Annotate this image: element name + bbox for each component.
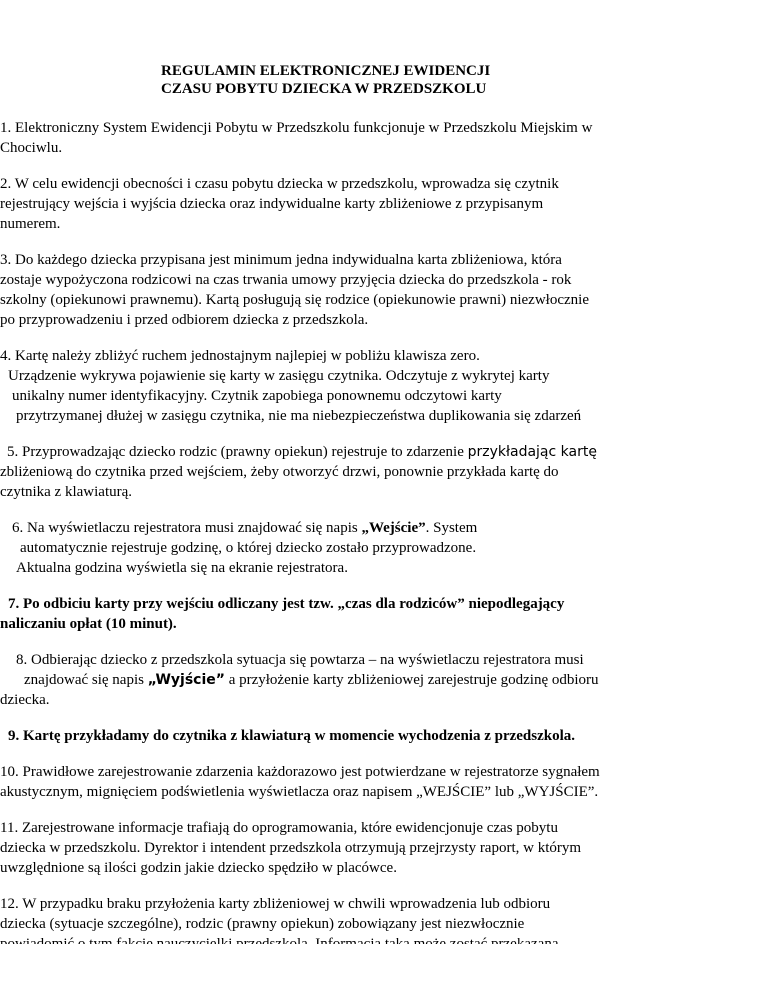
paragraph-12-line-2: dziecka (sytuacje szczególne), rodzic (prawny opiekun) zobowiązany jest niezwłocznie [0, 916, 525, 932]
paragraph-10-line-2: akustycznym, mignięciem podświetlenia wyświetlacza oraz napisem „WEJŚCIE” lub „WYJŚCIE”. [0, 784, 599, 800]
paragraph-3-line-2: zostaje wypożyczona rodzicowi na czas trwania umowy przyjęcia dziecka do przedszkola - rok [0, 272, 572, 288]
paragraph-9-line-1: 9. Kartę przykładamy do czytnika z klawiaturą w momencie wychodzenia z przedszkola. [8, 728, 576, 744]
paragraph-8-line-2: znajdować się napis „Wyjście” a przyłożenie karty zbliżeniowej zarejestruje godzinę odbioru [24, 672, 599, 688]
paragraph-11-line-1: 11. Zarejestrowane informacje trafiają do oprogramowania, które ewidencjonuje czas pobytu [0, 820, 558, 836]
paragraph-6-line-3: Aktualna godzina wyświetla się na ekranie rejestratora. [16, 560, 348, 576]
paragraph-3-line-4: po przyprowadzeniu i przed odbiorem dziecka z przedszkola. [0, 312, 369, 328]
paragraph-2-line-3: numerem. [0, 216, 61, 232]
wejscie-label: „Wejście” [361, 520, 426, 536]
page-cutoff [0, 944, 768, 994]
document-title-line-1: REGULAMIN ELEKTRONICZNEJ EWIDENCJI [161, 63, 491, 79]
paragraph-1-line-2: Chociwlu. [0, 140, 63, 156]
paragraph-2-line-1: 2. W celu ewidencji obecności i czasu pobytu dziecka w przedszkolu, wprowadza się czytnik [0, 176, 559, 192]
paragraph-7-line-1: 7. Po odbiciu karty przy wejściu odliczany jest tzw. „czas dla rodziców” niepodlegający [8, 596, 565, 612]
paragraph-4-line-2: Urządzenie wykrywa pojawienie się karty w zasięgu czytnika. Odczytuje z wykrytej karty [8, 368, 550, 384]
paragraph-12-line-1: 12. W przypadku braku przyłożenia karty zbliżeniowej w chwili wprowadzenia lub odbioru [0, 896, 551, 912]
paragraph-8-line-3: dziecka. [0, 692, 50, 708]
paragraph-11-line-2: dziecka w przedszkolu. Dyrektor i intendent przedszkola otrzymują przejrzysty raport, w którym [0, 840, 582, 856]
paragraph-5-sans-phrase: przykładając kartę [467, 444, 597, 460]
paragraph-5-line-3: czytnika z klawiaturą. [0, 484, 133, 500]
paragraph-4-line-3: unikalny numer identyfikacyjny. Czytnik zapobiega ponownemu odczytowi karty [12, 388, 502, 404]
paragraph-10-line-1: 10. Prawidłowe zarejestrowanie zdarzenia każdorazowo jest potwierdzane w rejestratorze sygnałem [0, 764, 600, 780]
paragraph-6-line-2: automatycznie rejestruje godzinę, o której dziecko zostało przyprowadzone. [20, 540, 477, 556]
paragraph-2-line-2: rejestrujący wejścia i wyjścia dziecka oraz indywidualne karty zbliżeniowe z przypisanym [0, 196, 544, 212]
paragraph-6-line-1: 6. Na wyświetlaczu rejestratora musi znajdować się napis „Wejście”. System [12, 520, 478, 536]
paragraph-5-line-2: zbliżeniową do czytnika przed wejściem, żeby otworzyć drzwi, ponownie przykłada kartę do [0, 464, 559, 480]
paragraph-4-line-4: przytrzymanej dłużej w zasięgu czytnika, nie ma niebezpieczeństwa duplikowania się zdarzeń [16, 408, 582, 424]
wyjscie-label: „Wyjście” [147, 672, 225, 688]
paragraph-7-line-2: naliczaniu opłat (10 minut). [0, 616, 177, 632]
paragraph-3-line-1: 3. Do każdego dziecka przypisana jest minimum jedna indywidualna karta zbliżeniowa, która [0, 252, 562, 268]
paragraph-4-line-1: 4. Kartę należy zbliżyć ruchem jednostajnym najlepiej w pobliżu klawisza zero. [0, 348, 480, 364]
paragraph-5-line-1: 5. Przyprowadzając dziecko rodzic (prawny opiekun) rejestruje to zdarzenie przykładając kartę [7, 444, 597, 460]
paragraph-8-line-1: 8. Odbierając dziecko z przedszkola sytuacja się powtarza – na wyświetlaczu rejestratora musi [16, 652, 584, 668]
paragraph-11-line-3: uwzględnione są ilości godzin jakie dziecko spędziło w placówce. [0, 860, 397, 876]
paragraph-1-line-1: 1. Elektroniczny System Ewidencji Pobytu w Przedszkolu funkcjonuje w Przedszkolu Miejskim w [0, 120, 593, 136]
document-title-line-2: CZASU POBYTU DZIECKA W PRZEDSZKOLU [161, 81, 487, 97]
paragraph-3-line-3: szkolny (opiekunowi prawnemu). Kartą posługują się rodzice (opiekunowie prawni) niezwłocznie [0, 292, 589, 308]
